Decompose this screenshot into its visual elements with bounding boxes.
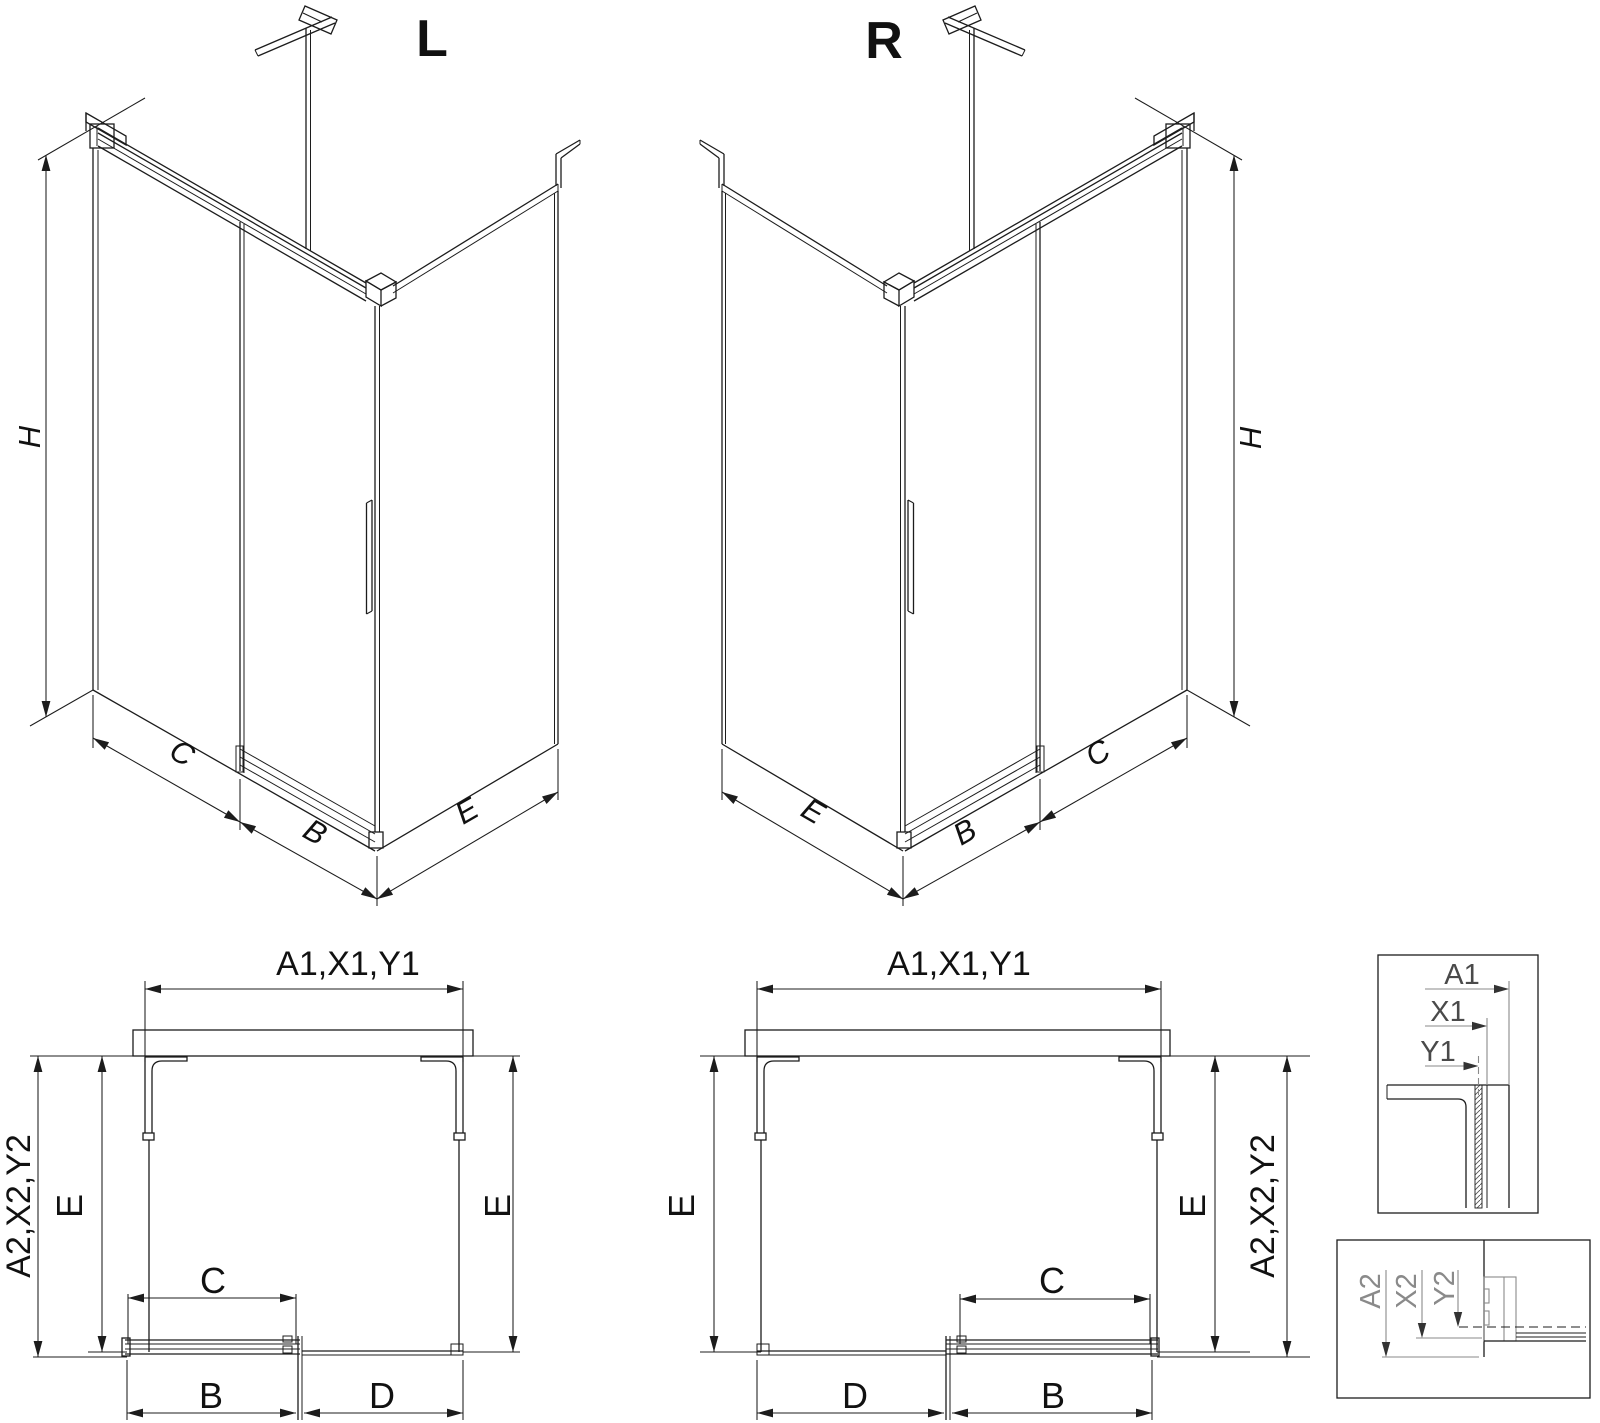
iso-view-right xyxy=(700,6,1250,906)
plan-right-width-label: A1,X1,Y1 xyxy=(887,945,1031,983)
plan-left-b-label: B xyxy=(198,1375,224,1416)
plan-right-c-label: C xyxy=(1039,1260,1065,1301)
variant-label-left: L xyxy=(416,10,448,68)
plan-right-d-label: D xyxy=(842,1375,868,1416)
dim-label-b-right: B xyxy=(947,811,983,853)
detail-a1-label: A1 xyxy=(1444,959,1480,991)
detail-y2-label: Y2 xyxy=(1429,1270,1461,1306)
plan-right-e-left-label: E xyxy=(661,1193,702,1219)
variant-label-right: R xyxy=(865,12,903,70)
plan-left-c-label: C xyxy=(200,1260,226,1301)
dim-label-e-left: E xyxy=(449,790,485,832)
dim-label-h-right: H xyxy=(1233,425,1268,449)
detail-y1-label: Y1 xyxy=(1420,1036,1456,1068)
detail-a2-label: A2 xyxy=(1355,1273,1387,1309)
dim-label-h-left: H xyxy=(12,425,47,449)
detail-x2-label: X2 xyxy=(1391,1273,1423,1309)
detail-x1-label: X1 xyxy=(1430,996,1466,1028)
detail-floor-profile xyxy=(1337,1240,1590,1398)
plan-left-depth-label: A2,X2,Y2 xyxy=(0,1134,38,1278)
plan-right-b-label: B xyxy=(1040,1375,1066,1416)
plan-right-e-right-label: E xyxy=(1172,1193,1213,1219)
plan-view-left xyxy=(30,981,520,1420)
dim-label-c-left: C xyxy=(163,732,201,774)
plan-view-right xyxy=(700,981,1310,1420)
plan-left-width-label: A1,X1,Y1 xyxy=(276,945,420,983)
dim-label-b-left: B xyxy=(297,811,333,853)
plan-right-depth-label: A2,X2,Y2 xyxy=(1244,1134,1282,1278)
plan-left-d-label: D xyxy=(369,1375,395,1416)
plan-left-e-right-label: E xyxy=(477,1193,518,1219)
detail-wall-profile xyxy=(1378,955,1538,1213)
iso-view-left xyxy=(30,6,580,906)
dim-label-c-right: C xyxy=(1079,732,1117,774)
dim-label-e-right: E xyxy=(795,790,831,832)
plan-left-e-left-label: E xyxy=(49,1193,90,1219)
